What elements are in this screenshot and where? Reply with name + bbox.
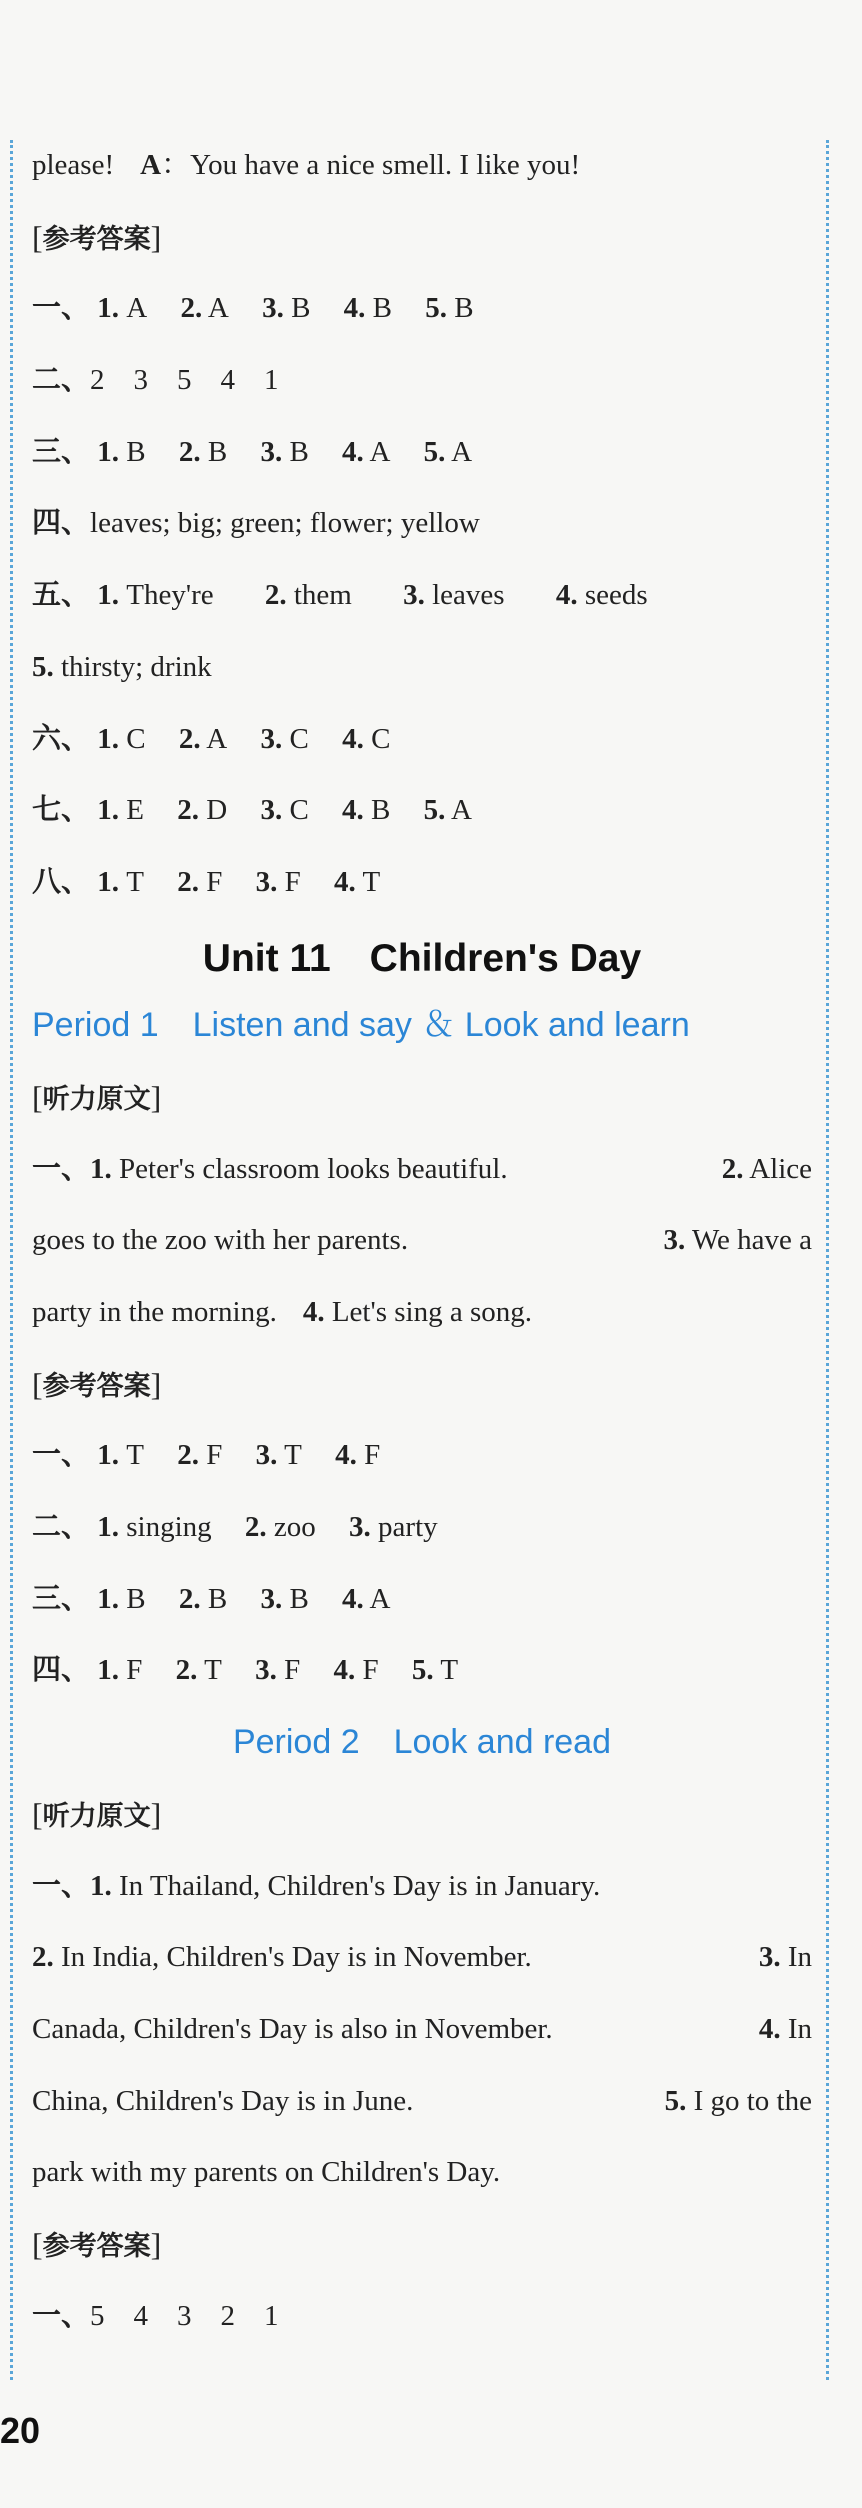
listening-header: [听力原文] — [32, 1795, 162, 1832]
answer-row-6: 六、 1. C 2. A 3. C 4. C — [32, 722, 391, 755]
answer-row-3: 三、 1. B 2. B 3. B 4. A 5. A — [32, 435, 473, 468]
answer-row-2: 二、2 3 5 4 1 — [32, 364, 279, 397]
p1-answer-row-2: 二、 1. singing 2. zoo 3. party — [32, 1511, 438, 1544]
period-1-title: Period 1 Listen and say ＆ Look and learn — [32, 1006, 690, 1045]
listening-line-1: 一、1. Peter's classroom looks beautiful. 2. Alice — [32, 1152, 812, 1185]
main-column — [32, 130, 812, 2352]
right-dotted-border — [826, 140, 829, 2380]
answer-row-8: 八、 1. T 2. F 3. F 4. T — [32, 865, 381, 898]
text-line: please! A：You have a nice smell. I like you! — [32, 149, 581, 181]
page-number: 20 — [0, 2410, 41, 2451]
answers-header: [参考答案] — [32, 2225, 162, 2262]
p2-listening-line-2: 2. In India, Children's Day is in November. 3. In — [32, 1941, 812, 1974]
period-2-title: Period 2 Look and read — [232, 1723, 612, 1762]
p1-answer-row-3: 三、 1. B 2. B 3. B 4. A — [32, 1582, 391, 1615]
p2-listening-line-1: 一、1. In Thailand, Children's Day is in January. — [32, 1869, 601, 1902]
listening-header: [听力原文] — [32, 1078, 162, 1115]
p2-listening-line-4: China, Children's Day is in June. 5. I go to the — [32, 2084, 812, 2117]
p2-listening-line-3: Canada, Children's Day is also in November. 4. In — [32, 2012, 812, 2045]
p2-listening-line-5: park with my parents on Children's Day. — [32, 2156, 501, 2189]
p1-answer-row-1: 一、 1. T 2. F 3. T 4. F — [32, 1439, 381, 1472]
p2-answer-row-1: 一、5 4 3 2 1 — [32, 2299, 279, 2332]
answer-row-4: 四、leaves; big; green; flower; yellow — [32, 507, 480, 540]
answer-row-5-cont: 5. thirsty; drink — [32, 650, 212, 683]
answers-header: [参考答案] — [32, 1365, 162, 1402]
p1-answer-row-4: 四、 1. F 2. T 3. F 4. F 5. T — [32, 1654, 459, 1687]
listening-line-3: party in the morning. 4. Let's sing a song. — [32, 1296, 532, 1328]
answer-row-5: 五、 1. They're 2. them 3. leaves 4. seeds — [32, 579, 648, 612]
listening-line-2: goes to the zoo with her parents. 3. We have a — [32, 1224, 812, 1257]
answer-row-1: 一、 1. A 2. A 3. B 4. B 5. B — [32, 292, 474, 325]
answer-row-7: 七、 1. E 2. D 3. C 4. B 5. A — [32, 794, 472, 827]
answers-header: [参考答案] — [32, 218, 162, 255]
unit-title: Unit 11 Children's Day — [202, 936, 642, 980]
left-dotted-border — [10, 140, 13, 2380]
